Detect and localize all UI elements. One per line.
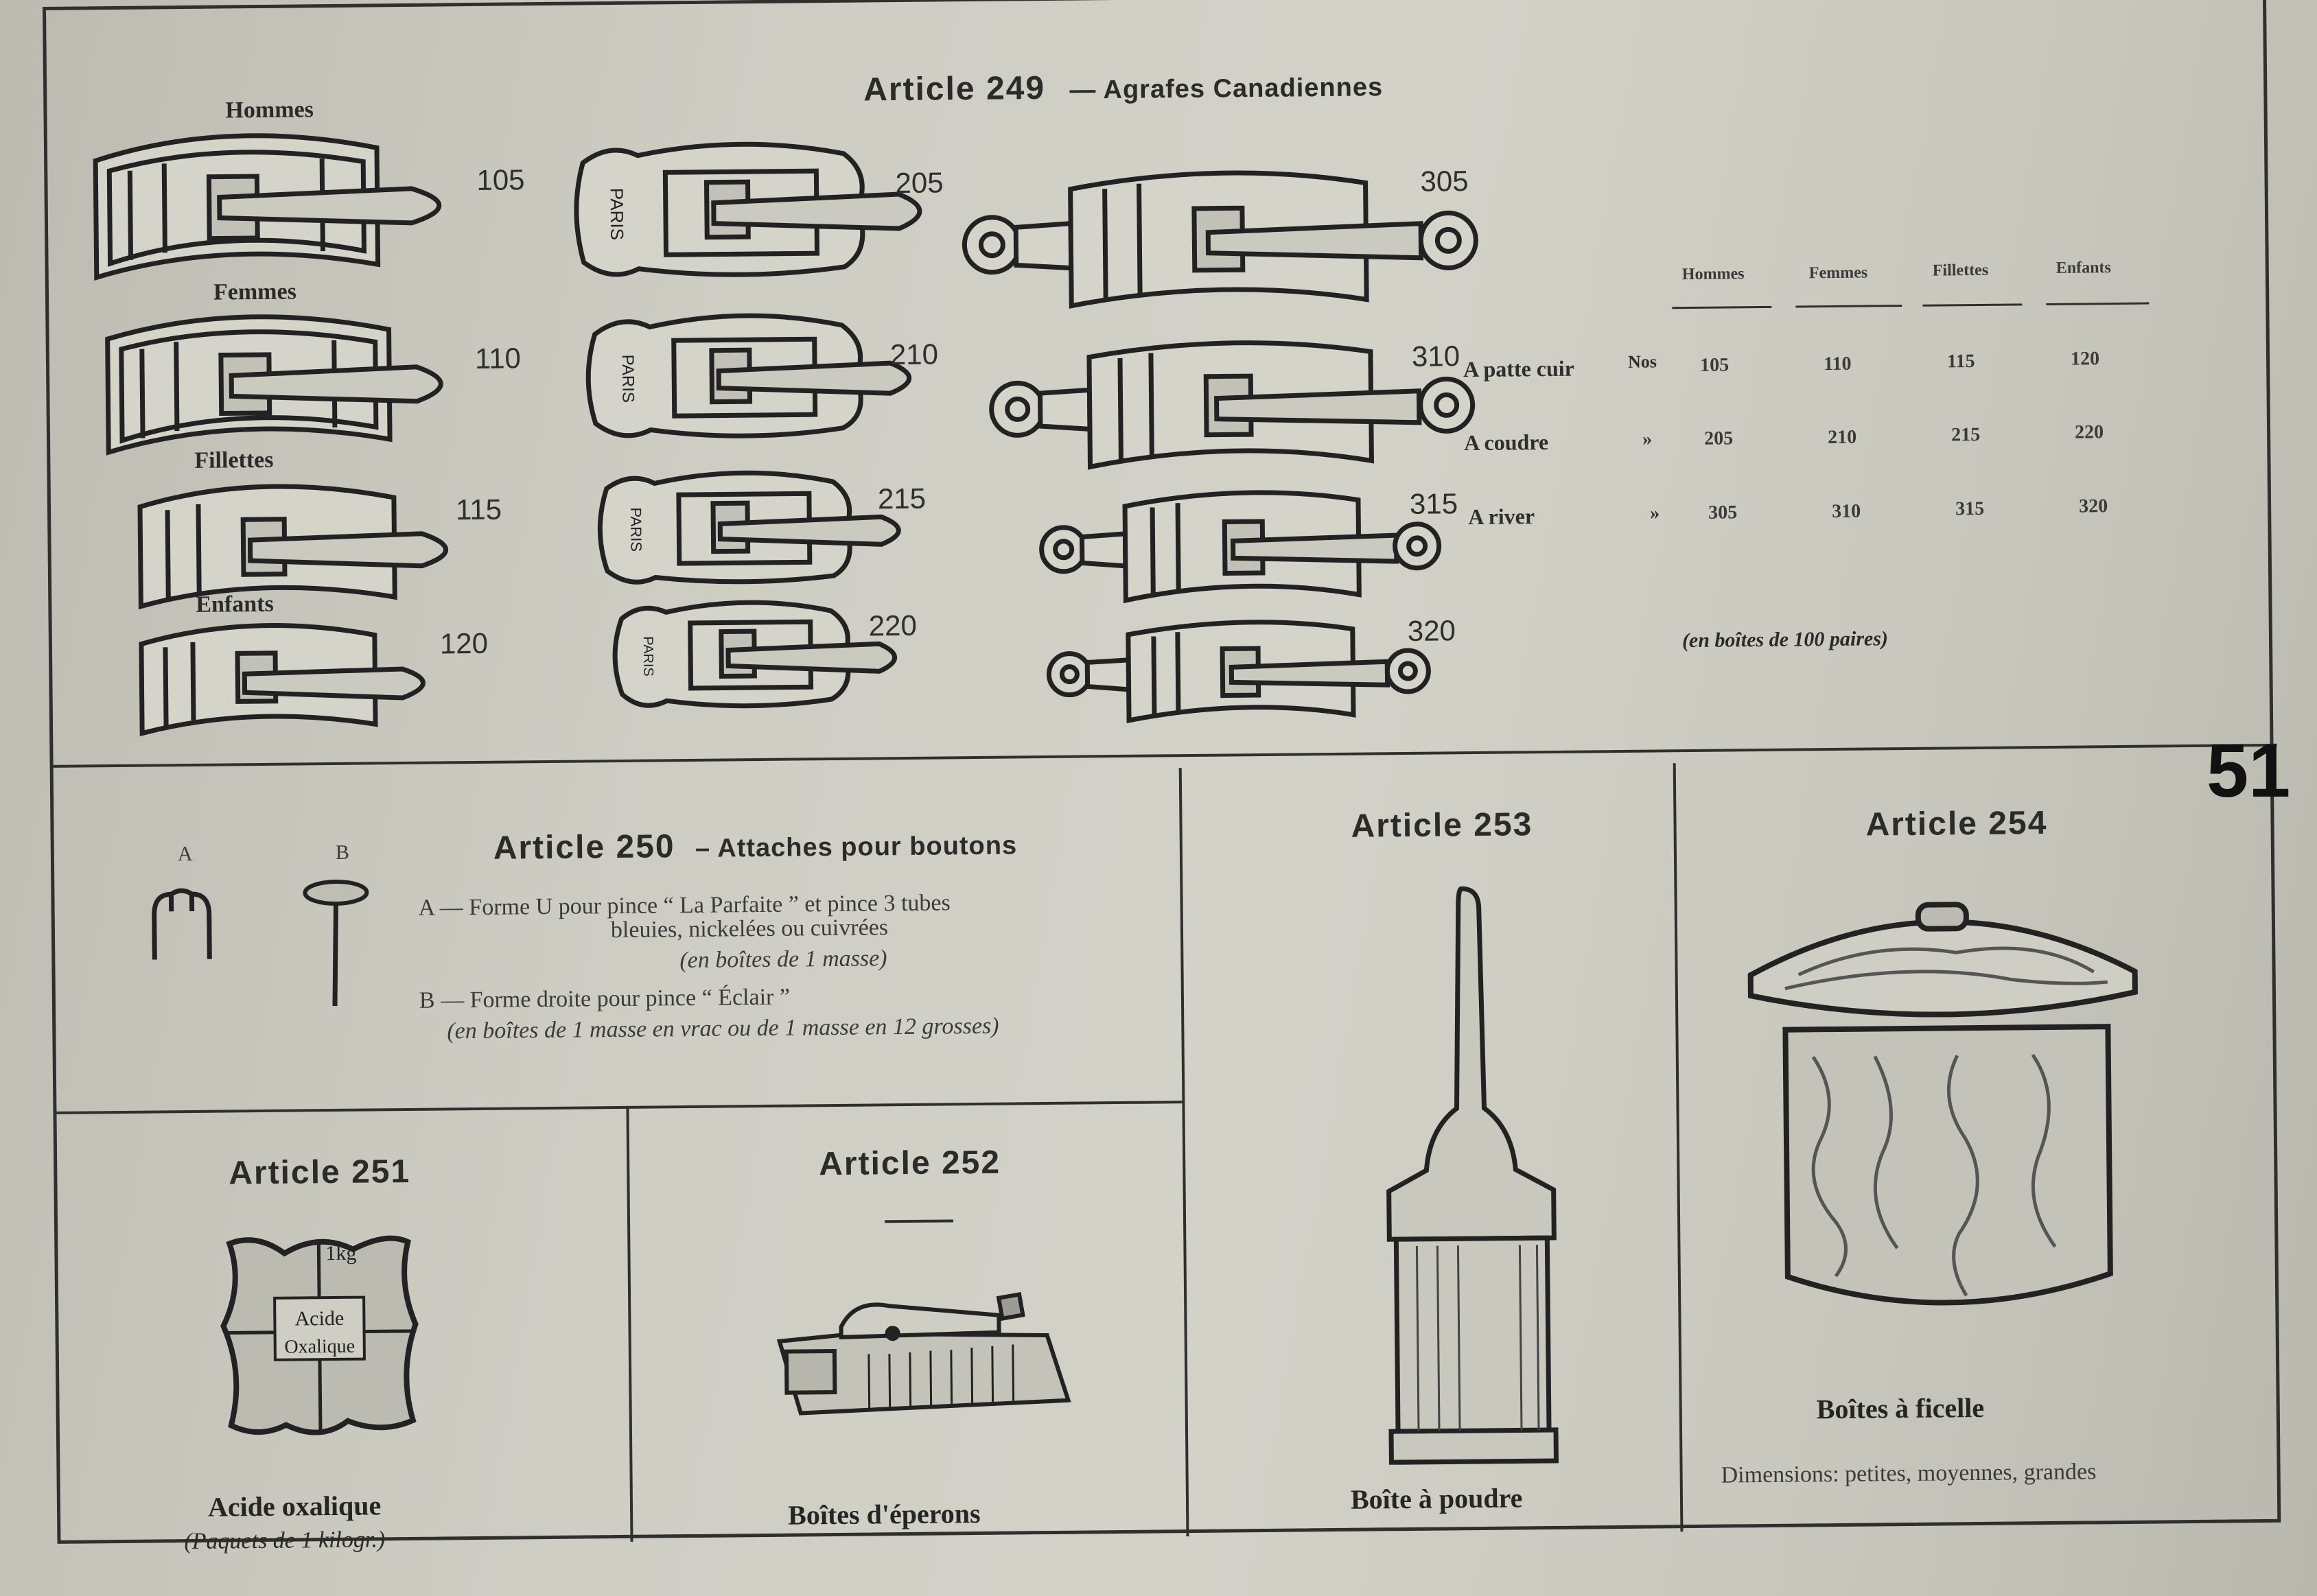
table-cell: 215 (1951, 423, 1981, 446)
table-row-label: A river (1468, 504, 1535, 530)
table-cell: 310 (1832, 500, 1861, 523)
paris-engraving: PARIS (627, 507, 645, 552)
table-row-label: A coudre (1464, 429, 1549, 456)
article-250-line-a1: A — Forme U pour pince “ La Parfaite ” et pince 3 tubes (418, 890, 951, 921)
table-row-mark: » (1642, 428, 1653, 450)
buckle-115-icon (133, 473, 491, 613)
table-rule (1795, 305, 1902, 307)
table-header-hommes: Hommes (1681, 265, 1745, 284)
label-enfants: Enfants (196, 591, 274, 618)
label-b: B (335, 841, 350, 864)
page-frame (43, 0, 2281, 1555)
table-cell: 205 (1704, 427, 1734, 449)
article-251-title: Article 251 (229, 1153, 411, 1192)
table-header-femmes: Femmes (1808, 263, 1868, 283)
grid-line (56, 1101, 1182, 1114)
label-fillettes: Fillettes (194, 447, 274, 473)
article-250-line-a2: bleuies, nickelées ou cuivrées (610, 915, 889, 943)
buckle-120-icon (135, 613, 465, 740)
twine-box-icon (1736, 889, 2152, 1333)
section-divider (54, 744, 2277, 768)
article-249-heading (863, 66, 1383, 108)
acid-packet-icon (216, 1228, 423, 1450)
table-cell: 315 (1955, 497, 1985, 520)
grid-line (626, 1106, 633, 1542)
table-cell: 305 (1708, 502, 1738, 524)
u-staple-icon (143, 884, 220, 967)
packet-weight: 1kg (325, 1241, 357, 1265)
article-250-line-b2: (en boîtes de 1 masse en vrac ou de 1 masse en 12 grosses) (447, 1013, 999, 1044)
article-250-line-b1: B — Forme droite pour pince “ Éclair ” (419, 984, 791, 1013)
packet-label: Acide (294, 1306, 345, 1330)
table-cell: 105 (1699, 354, 1730, 376)
article-254-dimensions: Dimensions: petites, moyennes, grandes (1721, 1459, 2097, 1488)
article-251-caption: Acide oxalique (207, 1490, 382, 1523)
table-row-mark: » (1650, 502, 1660, 524)
table-cell: 115 (1946, 350, 1975, 373)
number-305: 305 (1420, 165, 1469, 198)
label-femmes: Femmes (213, 279, 297, 305)
buckle-110-icon (100, 301, 486, 462)
table-header-fillettes: Fillettes (1932, 261, 1989, 280)
buckle-210-icon (581, 304, 939, 451)
buckle-205-icon (569, 132, 955, 293)
buckle-215-icon (592, 462, 923, 596)
article-254-caption: Boîtes à ficelle (1816, 1392, 1985, 1425)
table-cell: 110 (1823, 353, 1852, 375)
table-rule (1672, 306, 1771, 309)
number-320: 320 (1407, 614, 1456, 647)
article-250-title: Article 250 (493, 828, 675, 867)
grid-line (1673, 763, 1684, 1532)
paris-engraving: PARIS (640, 636, 656, 677)
label-hommes: Hommes (225, 97, 314, 124)
number-115: 115 (455, 493, 502, 526)
table-header-enfants: Enfants (2056, 259, 2111, 277)
number-315: 315 (1409, 487, 1458, 520)
number-205: 205 (895, 166, 944, 200)
table-row-mark: Nos (1627, 351, 1657, 372)
table-cell: 320 (2078, 495, 2108, 517)
table-rule (1922, 303, 2022, 306)
article-252-title: Article 252 (818, 1144, 1001, 1183)
powder-box-icon (1344, 880, 1597, 1472)
article-254-title: Article 254 (1865, 805, 2048, 843)
article-253-title: Article 253 (1351, 806, 1533, 845)
article-249-subtitle: — Agrafes Canadiennes (1069, 73, 1384, 105)
number-220: 220 (868, 609, 918, 642)
article-253-caption: Boîte à poudre (1350, 1482, 1523, 1515)
buckle-320-icon (1040, 607, 1454, 735)
buckle-105-icon (89, 119, 474, 287)
article-249-title: Article 249 (863, 69, 1046, 108)
buckle-315-icon (1032, 477, 1459, 618)
article-252-caption: Boîtes d'éperons (787, 1497, 981, 1531)
number-310: 310 (1411, 340, 1460, 373)
short-rule (885, 1219, 953, 1223)
article-250-heading (493, 824, 1018, 867)
grid-line (1179, 768, 1189, 1536)
straight-pin-icon (298, 875, 375, 1013)
table-row-label: A patte cuir (1463, 355, 1575, 382)
article-250-subtitle: – Attaches pour boutons (695, 831, 1018, 863)
table-note: (en boîtes de 100 paires) (1681, 627, 1889, 653)
paris-engraving: PARIS (618, 354, 638, 403)
page-number: 51 (2207, 729, 2291, 813)
spur-box-icon (772, 1283, 1089, 1423)
table-cell: 210 (1827, 426, 1857, 449)
number-120: 120 (439, 626, 489, 660)
number-110: 110 (474, 342, 522, 375)
number-215: 215 (877, 482, 927, 515)
number-105: 105 (476, 163, 525, 196)
article-250-line-a3: (en boîtes de 1 masse) (679, 946, 887, 974)
article-251-subcaption: (Paquets de 1 kilogr.) (184, 1527, 386, 1555)
number-210: 210 (889, 338, 939, 371)
paris-engraving: PARIS (606, 187, 628, 241)
table-cell: 220 (2074, 421, 2104, 443)
label-a: A (177, 842, 193, 866)
packet-label: Oxalique (284, 1335, 356, 1358)
table-cell: 120 (2070, 348, 2100, 370)
table-rule (2046, 303, 2149, 305)
